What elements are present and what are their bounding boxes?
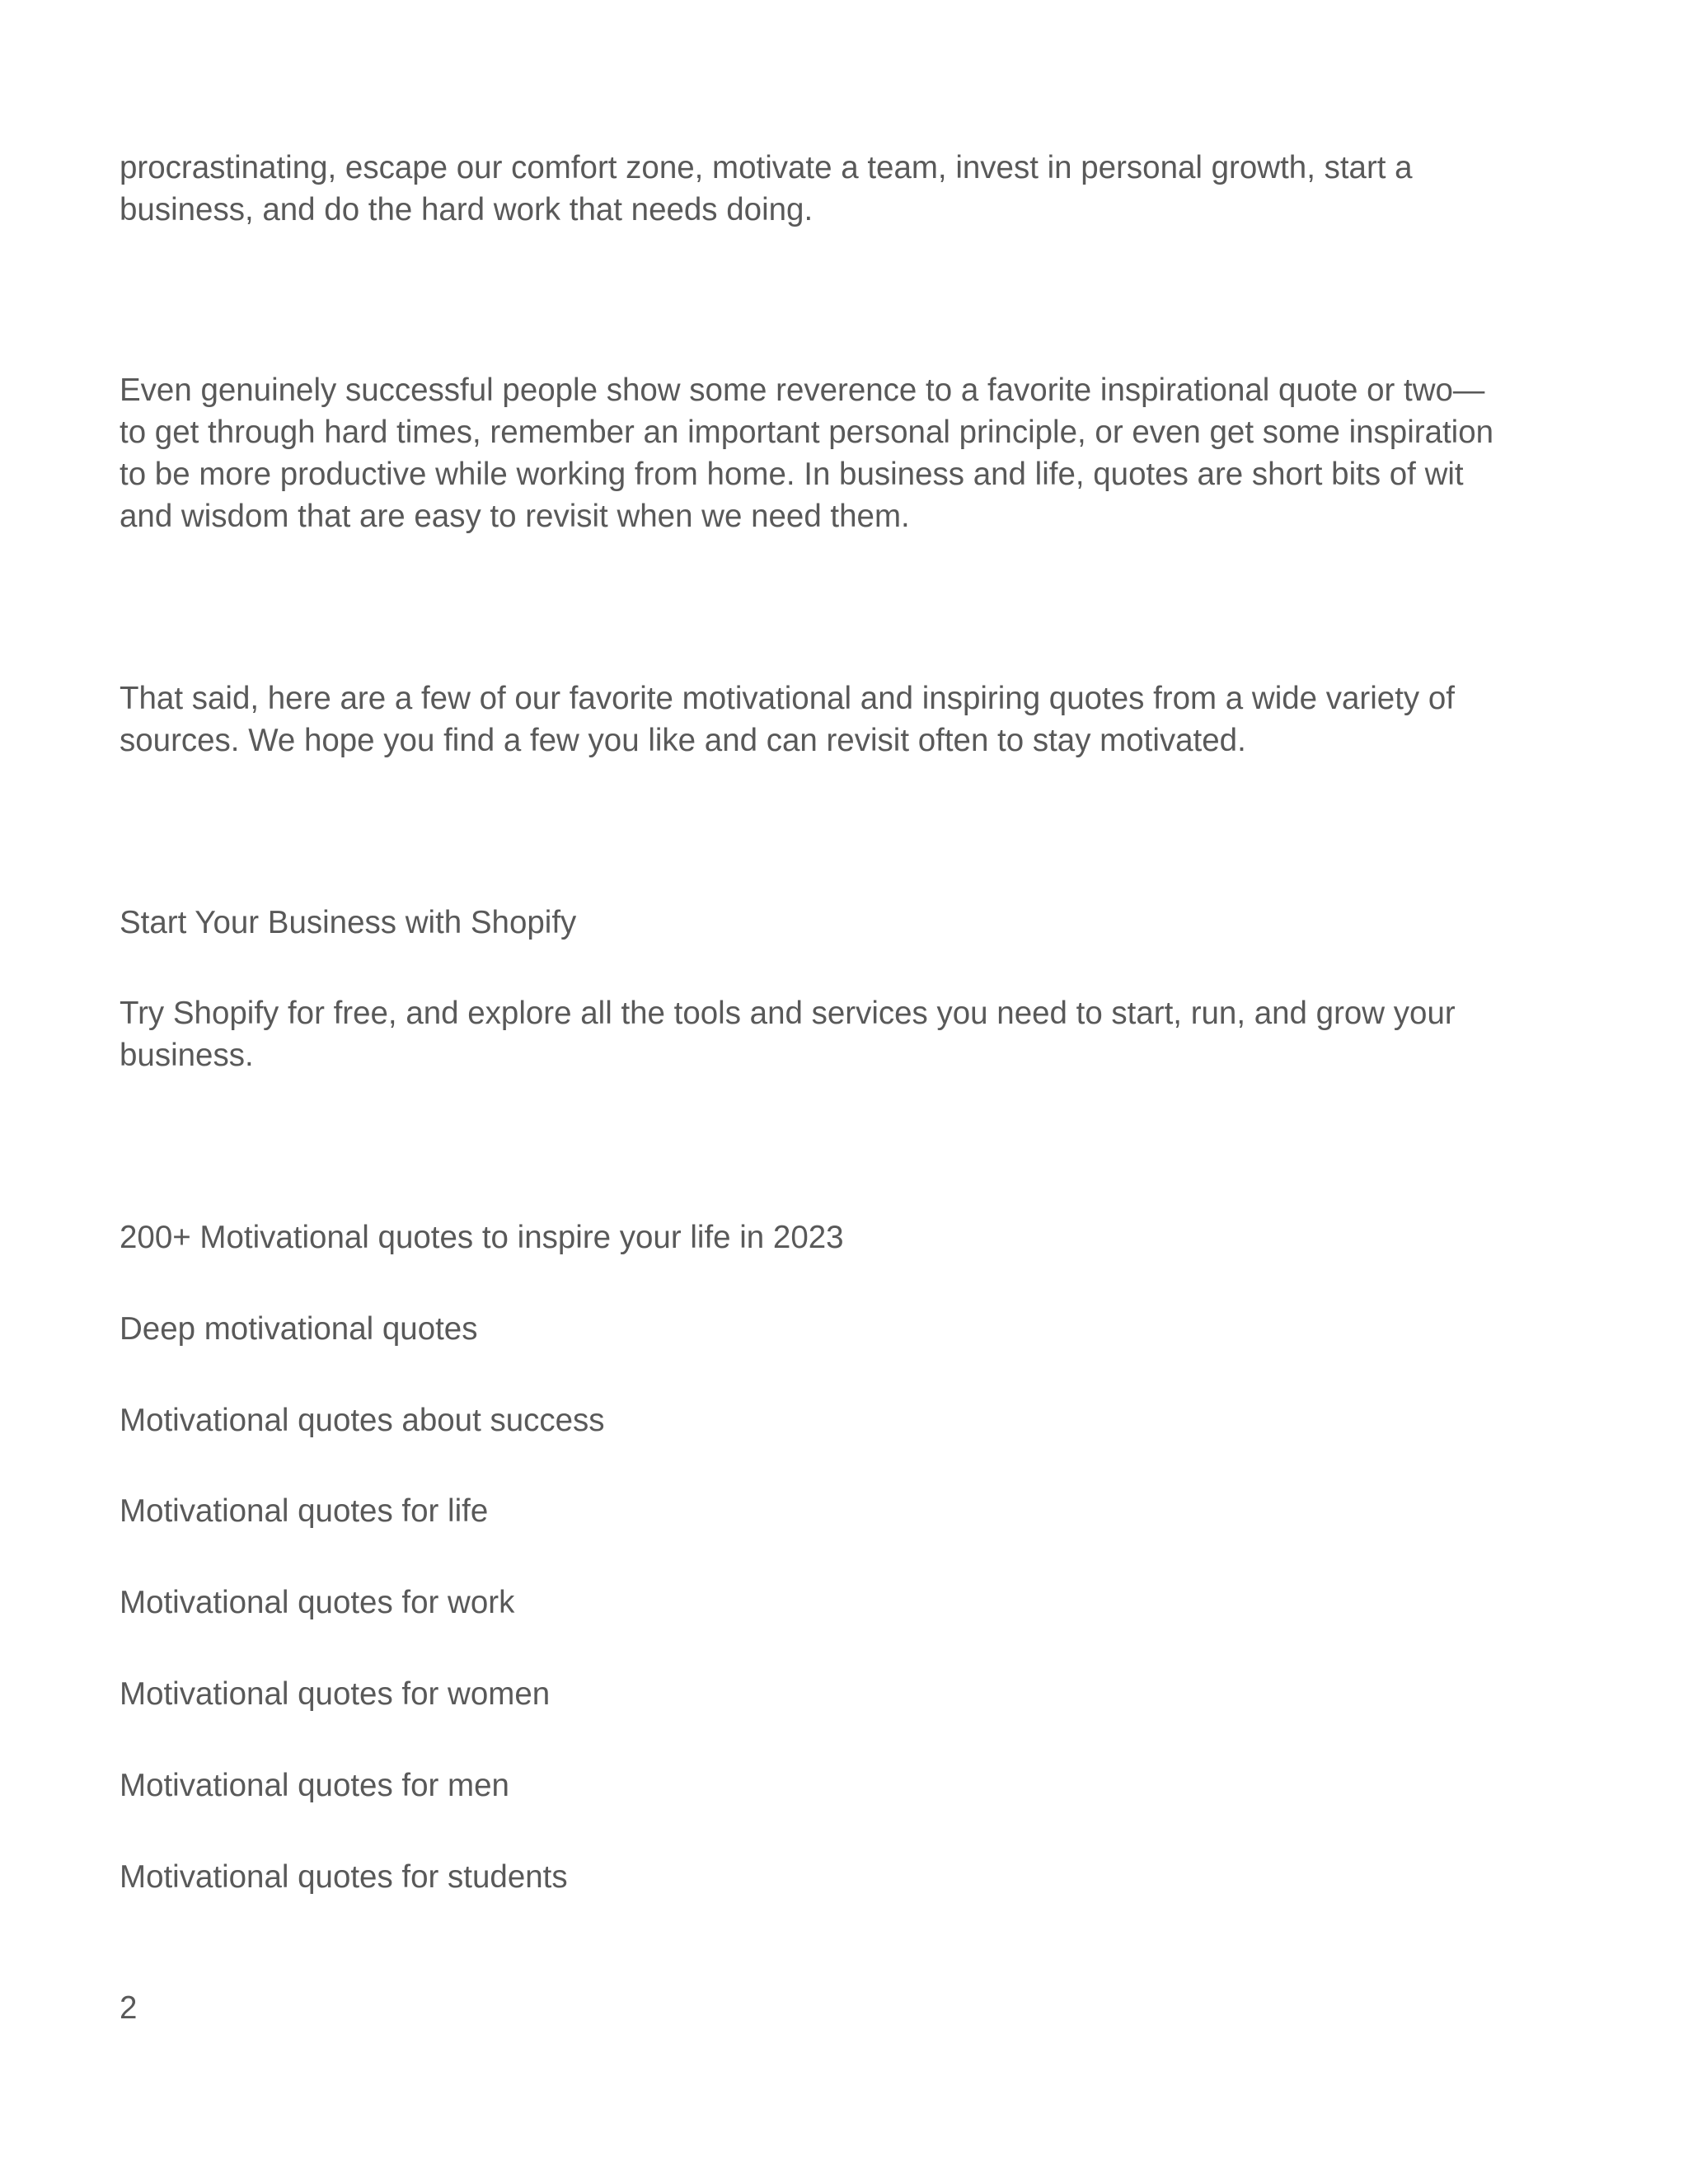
toc-item: Deep motivational quotes [120,1311,478,1347]
promo-heading: Start Your Business with Shopify [120,905,577,940]
paragraph-line: to get through hard times, remember an important personal principle, or even get some inspiration [120,415,1494,450]
toc-item: Motivational quotes about success [120,1403,605,1438]
paragraph-line: and wisdom that are easy to revisit when we need them. [120,499,910,534]
toc-item: Motivational quotes for work [120,1585,515,1620]
successful-people-paragraph [120,369,1570,537]
toc-item: 200+ Motivational quotes to inspire your life in 2023 [120,1220,844,1255]
paragraph-line: business, and do the hard work that needs doing. [120,192,814,227]
toc-item: Motivational quotes for life [120,1493,489,1529]
toc-item: Motivational quotes for women [120,1676,551,1712]
promo-paragraph [120,992,1570,1076]
paragraph-line: procrastinating, escape our comfort zone, motivate a team, invest in personal growth, start a [120,150,1413,185]
paragraph-line: business. [120,1038,254,1073]
page-number: 2 [120,1990,138,2026]
paragraph-line: sources. We hope you find a few you like and can revisit often to stay motivated. [120,723,1246,758]
that-said-paragraph [120,677,1570,762]
paragraph-line: That said, here are a few of our favorite motivational and inspiring quotes from a wide variety of [120,681,1455,716]
toc-item: Motivational quotes for students [120,1859,568,1895]
toc-item: Motivational quotes for men [120,1768,509,1803]
paragraph-line: Even genuinely successful people show some reverence to a favorite inspirational quote or two— [120,373,1485,408]
intro-continuation-paragraph [120,147,1570,231]
paragraph-line: Try Shopify for free, and explore all the tools and services you need to start, run, and grow your [120,996,1456,1031]
paragraph-line: to be more productive while working from home. In business and life, quotes are short bits of wit [120,457,1464,492]
